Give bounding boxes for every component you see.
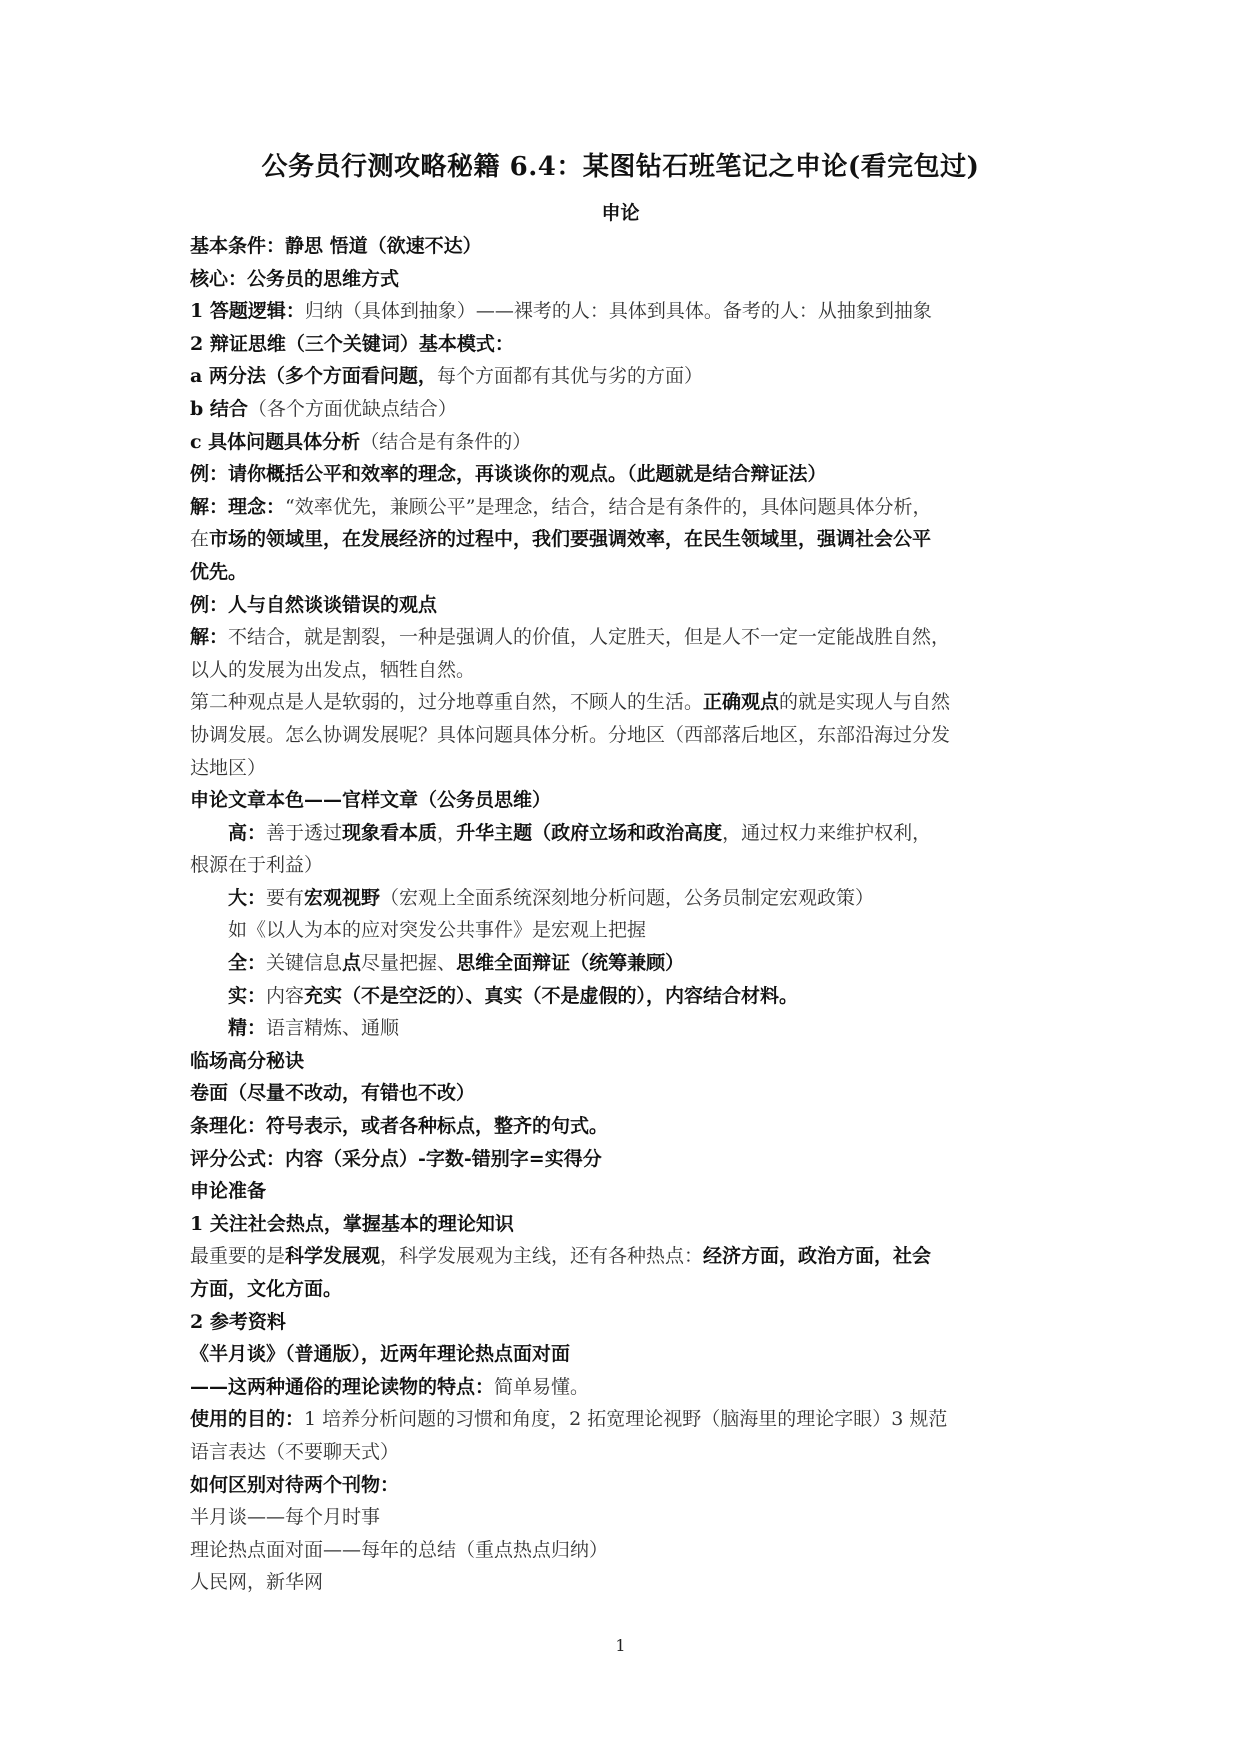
bold-text: 使用的目的：: [190, 1408, 305, 1431]
text-line: [190, 1469, 1060, 1502]
text-line: [190, 1501, 1060, 1534]
text-line: [190, 1436, 1060, 1469]
text-line: [190, 752, 1060, 785]
bold-text: 优先。: [190, 560, 248, 583]
bold-text: a 两分法（多个方面看问题，: [190, 365, 437, 388]
bold-text: 解：理念：: [190, 495, 286, 518]
body-text: 根源在于利益）: [190, 854, 324, 877]
bold-text: b 结合: [190, 397, 248, 420]
text-line: [190, 719, 1060, 752]
body-text: ，科学发展观为主线，还有各种热点：: [380, 1245, 704, 1268]
bold-text: 申论准备: [190, 1180, 267, 1203]
bold-text: 例：人与自然谈谈错误的观点: [190, 593, 438, 616]
body-text: 在: [190, 528, 210, 551]
bold-text: 核心：公务员的思维方式: [190, 267, 400, 290]
text-line: [190, 980, 1060, 1013]
body-text: 语言精炼、通顺: [266, 1017, 400, 1040]
bold-text: 充实（不是空泛的）、真实（不是虚假的），内容结合材料。: [304, 984, 799, 1007]
body-text: 不结合，就是割裂，一种是强调人的价值，人定胜天，但是人不一定一定能战胜自然，: [228, 626, 951, 649]
text-line: [190, 426, 1060, 459]
page-number: 1: [615, 1636, 626, 1655]
bold-text: 现象看本质: [342, 821, 438, 844]
body-text: 关键信息: [266, 952, 343, 975]
text-line: [190, 817, 1060, 850]
body-text: 内容: [266, 984, 305, 1007]
bold-text: 市场的领域里，在发展经济的过程中，我们要强调效率，在民生领域里，强调社会公平: [209, 528, 932, 551]
bold-text: 评分公式：内容（采分点）-字数-错别字=实得分: [190, 1147, 602, 1170]
text-line: [190, 686, 1060, 719]
body-text: 尽量把握、: [361, 952, 457, 975]
text-line: [190, 1012, 1060, 1045]
text-line: [190, 1208, 1060, 1241]
bold-text: 大：: [228, 886, 267, 909]
text-line: [190, 1338, 1060, 1371]
bold-text: 基本条件：静思 悟道（欲速不达）: [190, 235, 482, 257]
body-text: 如《以人为本的应对突发公共事件》是宏观上把握: [228, 919, 647, 942]
text-line: [190, 230, 1060, 263]
section-heading: 申论: [601, 202, 640, 224]
bold-text: 如何区别对待两个刊物：: [190, 1473, 400, 1496]
bold-text: 精：: [228, 1017, 267, 1040]
bold-text: 临场高分秘诀: [190, 1049, 305, 1072]
body-text: 语言表达（不要聊天式）: [190, 1440, 400, 1463]
bold-text: 卷面（尽量不改动，有错也不改）: [190, 1082, 476, 1105]
bold-text: 全：: [228, 952, 267, 975]
bold-text: ——这两种通俗的理论读物的特点：: [190, 1375, 495, 1398]
bold-text: 正确观点: [703, 691, 780, 714]
text-line: [190, 621, 1060, 654]
bold-text: 思维全面辩证（统筹兼顾）: [456, 952, 685, 975]
document-title: 公务员行测攻略秘籍 6.4：某图钻石班笔记之申论(看完包过): [261, 152, 980, 182]
text-line: [190, 849, 1060, 882]
bold-text: 申论文章本色——官样文章（公务员思维）: [190, 789, 552, 812]
bold-text: 《半月谈》（普通版），近两年理论热点面对面: [190, 1343, 571, 1366]
body-text: 半月谈——每个月时事: [190, 1506, 381, 1529]
text-line: [190, 784, 1060, 817]
bold-text: 科学发展观: [285, 1245, 381, 1268]
text-line: [190, 295, 1060, 328]
body-text: ，通过权力来维护权利，: [722, 821, 932, 844]
text-line: [190, 1566, 1060, 1599]
body-text: 归纳（具体到抽象）——裸考的人：具体到具体。备考的人：从抽象到抽象: [304, 300, 932, 323]
bold-text: c 具体问题具体分析: [190, 430, 361, 453]
text-line: [190, 393, 1060, 426]
body-text: 达地区）: [190, 756, 267, 779]
body-text: 善于透过: [266, 821, 343, 844]
text-line: [190, 1306, 1060, 1339]
text-line: [190, 1143, 1060, 1176]
bold-text: 例：请你概括公平和效率的理念，再谈谈你的观点。（此题就是结合辩证法）: [190, 463, 827, 486]
text-line: [190, 1240, 1060, 1273]
bold-text: 升华主题（政府立场和政治高度: [456, 821, 723, 844]
body-text: 要有: [266, 886, 305, 909]
bold-text: 实：: [228, 984, 267, 1007]
text-line: [190, 491, 1060, 524]
bold-text: 条理化：符号表示，或者各种标点，整齐的句式。: [190, 1115, 609, 1138]
bold-text: 点: [342, 952, 362, 975]
text-line: [190, 1175, 1060, 1208]
text-line: [190, 360, 1060, 393]
bold-text: 1 关注社会热点，掌握基本的理论知识: [190, 1212, 514, 1235]
text-line: [190, 523, 1060, 556]
body-text: 的就是实现人与自然: [779, 691, 951, 714]
text-line: [190, 1273, 1060, 1306]
body-text: （各个方面优缺点结合）: [247, 397, 457, 420]
text-line: [190, 1371, 1060, 1404]
text-line: [190, 589, 1060, 622]
text-line: [190, 654, 1060, 687]
body-text: ，: [437, 821, 457, 844]
text-line: [190, 947, 1060, 980]
bold-text: 方面，文化方面。: [190, 1278, 343, 1300]
bold-text: 解：: [190, 626, 229, 649]
body-text: 1 培养分析问题的习惯和角度，2 拓宽理论视野（脑海里的理论字眼）3 规范: [304, 1408, 948, 1431]
body-text: （宏观上全面系统深刻地分析问题，公务员制定宏观政策）: [380, 886, 875, 909]
bold-text: 2 参考资料: [190, 1310, 286, 1333]
document-body: [190, 230, 1060, 1599]
body-text: （结合是有条件的）: [360, 430, 532, 453]
text-line: [190, 556, 1060, 589]
body-text: 第二种观点是人是软弱的，过分地尊重自然，不顾人的生活。: [190, 691, 704, 714]
bold-text: 高：: [228, 821, 267, 844]
text-line: [190, 328, 1060, 361]
body-text: “效率优先，兼顾公平”是理念，结合，结合是有条件的，具体问题具体分析，: [285, 495, 932, 518]
text-line: [190, 882, 1060, 915]
body-text: 理论热点面对面——每年的总结（重点热点归纳）: [190, 1538, 609, 1561]
bold-text: 经济方面，政治方面，社会: [703, 1245, 932, 1268]
text-line: [190, 1534, 1060, 1567]
text-line: [190, 914, 1060, 947]
body-text: 简单易懂。: [494, 1375, 590, 1398]
bold-text: 宏观视野: [304, 886, 381, 909]
body-text: 最重要的是: [190, 1245, 286, 1268]
text-line: [190, 1077, 1060, 1110]
text-line: [190, 1045, 1060, 1078]
text-line: [190, 458, 1060, 491]
bold-text: 2 辩证思维（三个关键词）基本模式：: [190, 332, 514, 355]
text-line: [190, 1110, 1060, 1143]
body-text: 每个方面都有其优与劣的方面）: [436, 365, 703, 388]
body-text: 协调发展。怎么协调发展呢？具体问题具体分析。分地区（西部落后地区，东部沿海过分发: [190, 723, 951, 746]
text-line: [190, 1403, 1060, 1436]
bold-text: 1 答题逻辑：: [190, 300, 305, 323]
text-line: [190, 263, 1060, 296]
body-text: 人民网，新华网: [190, 1571, 324, 1594]
body-text: 以人的发展为出发点，牺牲自然。: [190, 658, 476, 681]
